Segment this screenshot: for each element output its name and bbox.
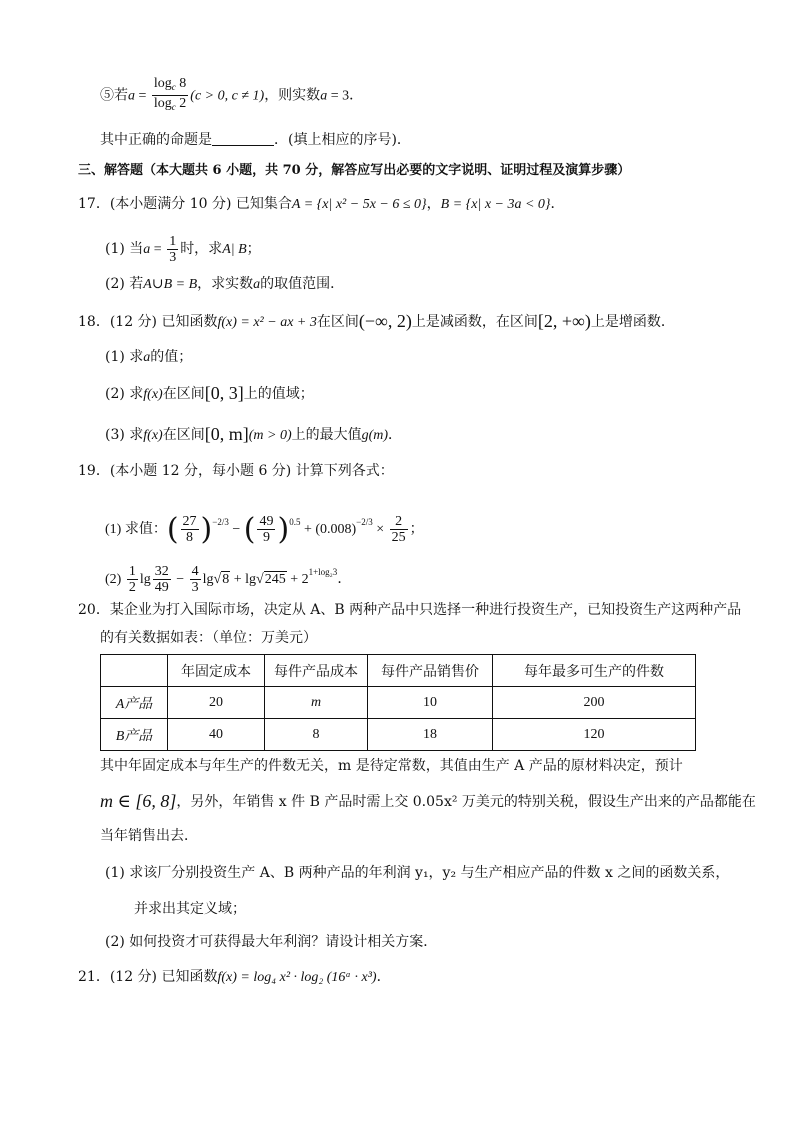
q18-part1: (1) 求a的值； (105, 349, 193, 365)
q20-line2: 的有关数据如表：（单位：万美元） (100, 630, 317, 646)
q18-part2: (2) 求f(x)在区间[0, 3]上的值域； (105, 383, 314, 403)
q20-part2: (2) 如何投资才可获得最大年利润？请设计相关方案． (105, 934, 438, 950)
section-heading: 三、解答题（本大题共 6 小题，共 70 分，解答应写出必要的文字说明、证明过程及演算步骤） (78, 163, 631, 178)
table-row: B产品 40 8 18 120 (101, 719, 696, 751)
item-5: ⑤若a = $\frac{\log_c 8}{\log_c 2}$ (c > 0, c ≠ 1)，则实数a = 3． (100, 76, 363, 115)
answer-blank (212, 131, 274, 146)
item-5-mark: ⑤若 (100, 87, 128, 104)
q17-part2: (2) 若A∪B = B，求实数a的取值范围． (105, 276, 345, 292)
q17-part1: (1) 当a = $\frac{1}{3}$ 时，求A| B； (105, 233, 261, 265)
q20-line1: 20．某企业为打入国际市场，决定从 A、B 两种产品中只选择一种进行投资生产，已知投资生产这两种产品 (78, 602, 742, 618)
q18-stem: 18．(12 分) 已知函数f(x) = x² − ax + 3在区间(−∞, 2)上是减函数，在区间[2, +∞)上是增函数． (78, 311, 675, 331)
q20-part1-line1: (1) 求该厂分别投资生产 A、B 两种产品的年利润 y₁，y₂ 与生产相应产品的件数 x 之间的函数关系， (105, 865, 730, 881)
q20-after2: m ∈ [6, 8]，另外，年销售 x 件 B 产品时需上交 0.05x² 万美元的特别关税，假设生产出来的产品都能在 (100, 791, 756, 811)
q21-stem: 21．(12 分) 已知函数f(x) = log₄ x² · log₂ (16ᵃ · x³)． (78, 969, 391, 985)
fill-in-line: 其中正确的命题是 ．(填上相应的序号)． (100, 132, 411, 148)
q19-part2: (2) $\frac{1}{2}$ lg $\frac{32}{49}$ − $\frac{4}{3}$ $\lg√8 + \lg√245 + 2^{1+log_23}$． (105, 564, 352, 596)
q19-stem: 19．(本小题 12 分，每小题 6 分) 计算下列各式： (78, 463, 394, 479)
q20-after3: 当年销售出去． (100, 828, 198, 844)
q18-part3: (3) 求f(x)在区间[0, m](m > 0)上的最大值g(m)． (105, 424, 403, 444)
q20-after1: 其中年固定成本与年生产的件数无关，m 是待定常数，其值由生产 A 产品的原材料决定，预计 (100, 758, 683, 774)
product-table (100, 654, 696, 751)
table-header-row: 年固定成本 每件产品成本 每件产品销售价 每年最多可生产的件数 (101, 655, 696, 687)
q19-part1: (1) 求值：( $\frac{27}{8}$ )$^{-2/3}$ − ( $\frac{49}{9}$ )$^{0.5} + (0.008)^{-2/3}$ × $\frac{2}{25}$ ； (105, 511, 424, 547)
q20-part1-line2: 并求出其定义域； (134, 901, 246, 917)
table-row: A产品 20 m 10 200 (101, 687, 696, 719)
q17-stem: 17．(本小题满分 10 分) 已知集合A = {x| x² − 5x − 6 ≤ 0}，B = {x| x − 3a < 0}． (78, 196, 565, 212)
log-fraction: $\frac{\log_c 8}{\log_c 2}$ (153, 76, 187, 112)
